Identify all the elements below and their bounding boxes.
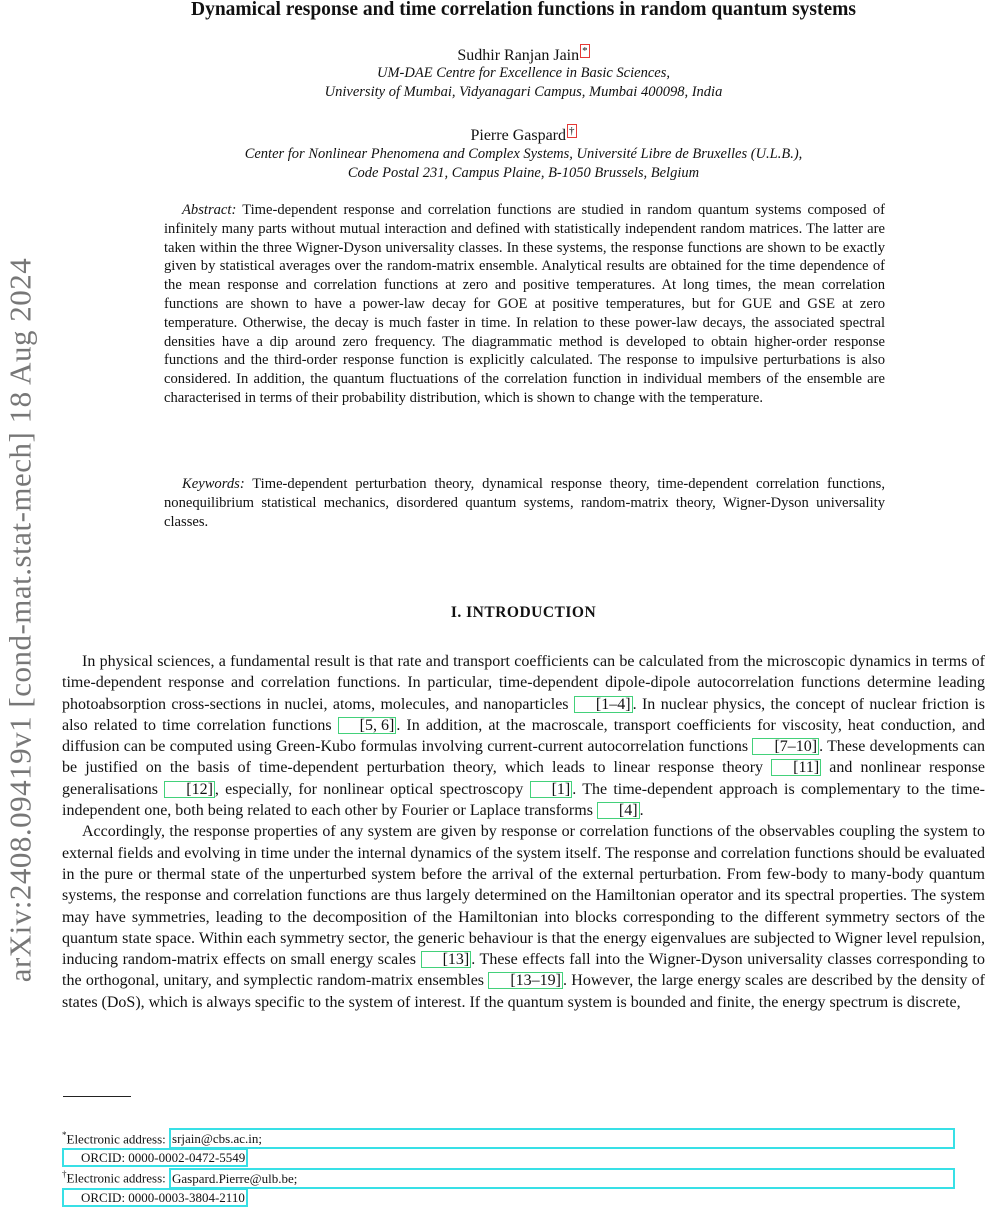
orcid-text: ORCID: 0000-0003-3804-2110 (81, 1189, 245, 1205)
paragraph-text: In physical sciences, a fundamental result is that rate and transport coefficients can be calculated from the microscopic dynamics in terms of time-dependent response and correlation functions. In particular, time-dependent dipole-dipole autocorrelation functions determine leading photoabsorption cross-sections in nuclei, atoms, molecules, and nanoparticles (62, 653, 985, 713)
author-2-footnote-link[interactable]: † (569, 125, 575, 137)
introduction-body (62, 651, 985, 1013)
paragraph-text: . In addition, at the macroscale, transport coefficients for viscosity, heat conduction, and diffusion can be computed using Green-Kubo formulas involving current-current autocorrelation functions (62, 716, 985, 756)
paragraph-text: Accordingly, the response properties of any system are given by response or correlation functions of the observables coupling the system to external fields and evolving in time under the internal dynamics of the system itself. The response and correlation functions should be evaluated in the pure or thermal state of the unperturbed system before the arrival of the external perturbation. From few-body to many-body quantum systems, the response and correlation functions are thus largely determined on the Hamiltonian operator and its spectral properties. The system may have symmetries, leading to the decomposition of the Hamiltonian into blocks corresponding to the different symmetry sectors of the quantum state space. Within each symmetry sector, the generic behaviour is that the energy eigenvalues are subjected to Wigner level repulsion, inducing random-matrix effects on small energy scales (62, 823, 985, 969)
affiliation-line: Code Postal 231, Campus Plaine, B-1050 Brussels, Belgium (347, 165, 700, 181)
author-1-name: Sudhir Ranjan Jain (457, 47, 580, 64)
author-1-footnote-link[interactable]: * (582, 45, 588, 57)
citation-link[interactable]: [1] (530, 781, 573, 798)
abstract-text: Time-dependent response and correlation functions are studied in random quantum systems composed of infinitely many parts without mutual interaction and defined with statistically independent random matrices. The latter are taken within the three Wigner-Dyson universality classes. In these systems, the response functions are shown to be exactly given by statistical averages over the random-matrix ensemble. Analytical results are obtained for the time dependence of the mean response and correlation functions at zero and positive temperatures. At long times, the mean correlation functions are shown to have a power-law decay for GOE at positive temperatures, but for GUE and GSE at zero temperature. Otherwise, the decay is much faster in time. In relation to these power-law decays, the associated spectral densities have a dip around zero frequency. The diagrammatic method is developed to obtain higher-order response functions and the third-order response function is explicitly calculated. The response to impulsive perturbations is also considered. In addition, the quantum fluctuations of the correlation function in individual members of the ensemble are characterised in terms of their probability distribution, which is shown to change with the temperature. (164, 202, 886, 406)
author-1-affiliation (60, 64, 987, 102)
paragraph-text: . In nuclear physics, the concept of nuclear friction is also related to time correlation functions (62, 695, 985, 734)
footnote-1 (62, 1127, 985, 1149)
citation-link[interactable]: [13] (421, 951, 472, 968)
affiliation-line: University of Mumbai, Vidyanagari Campus, Mumbai 400098, India (324, 84, 723, 100)
paragraph-text: , especially, for nonlinear optical spectroscopy (214, 780, 530, 798)
paragraph-text: and nonlinear response generalisations (62, 759, 985, 798)
keywords (164, 475, 885, 531)
orcid-link[interactable] (62, 1188, 248, 1207)
paragraph-text: . These developments can be justified on the basis of time-dependent perturbation theory, which leads to linear response theory (62, 738, 986, 777)
author-2-name: Pierre Gaspard (470, 127, 566, 144)
paragraph (62, 651, 985, 821)
footnote-1-orcid (62, 1149, 985, 1166)
arxiv-stamp-text: arXiv:2408.09419v1 [cond-mat.stat-mech] 18 Aug 2024 (2, 257, 37, 983)
arxiv-stamp (0, 200, 40, 1040)
footnotes (62, 1127, 985, 1206)
footnote-rule (63, 1096, 131, 1097)
citation-link[interactable]: [7–10] (752, 738, 819, 755)
citation-link[interactable]: [13–19] (488, 972, 563, 989)
author-2-affiliation (60, 145, 987, 183)
affiliation-line: Center for Nonlinear Phenomena and Complex Systems, Université Libre de Bruxelles (U.L.B.), (244, 146, 803, 162)
citation-link[interactable]: [1–4] (574, 696, 633, 713)
abstract (164, 201, 885, 408)
email-link[interactable]: Gaspard.Pierre@ulb.be; (169, 1168, 955, 1189)
paper-title: Dynamical response and time correlation functions in random quantum systems (190, 0, 857, 20)
email-link[interactable]: srjain@cbs.ac.in; (169, 1128, 955, 1149)
citation-link[interactable]: [11] (771, 759, 821, 776)
citation-link[interactable]: [4] (597, 802, 640, 819)
paragraph-text: . However, the large energy scales are described by the density of states (DoS), which is always specific to the system of interest. If the quantum system is bounded and finite, the energy spectrum is discrete, (62, 972, 985, 1011)
section-heading: I. INTRODUCTION (450, 604, 597, 621)
keywords-label: Keywords: (182, 476, 245, 492)
footnote-label: Electronic address: (66, 1131, 170, 1147)
footnote-2-orcid (62, 1189, 985, 1206)
orcid-text: ORCID: 0000-0002-0472-5549 (81, 1150, 246, 1166)
citation-link[interactable]: [12] (164, 781, 215, 798)
footnote-mark: † (62, 1169, 67, 1180)
footnote-2 (62, 1166, 985, 1188)
author-2 (60, 124, 987, 145)
citation-link[interactable]: [5, 6] (338, 717, 397, 734)
paragraph-text: . The time-dependent approach is complementary to the time-independent one, both being related to each other by Fourier or Laplace transforms (62, 780, 986, 820)
author-1 (60, 44, 987, 65)
paragraph (62, 821, 985, 1013)
orcid-link[interactable] (62, 1148, 248, 1167)
affiliation-line: UM-DAE Centre for Excellence in Basic Sciences, (377, 65, 670, 81)
abstract-label: Abstract: (182, 202, 237, 218)
paragraph-text: . (639, 802, 644, 820)
keywords-text: Time-dependent perturbation theory, dynamical response theory, time-dependent correlation functions, nonequilibrium statistical mechanics, disordered quantum systems, random-matrix theory, Wigner-Dyson universality classes. (164, 476, 885, 530)
footnote-label: Electronic address: (66, 1170, 170, 1186)
paragraph-text: . These effects fall into the Wigner-Dyson universality classes corresponding to the orthogonal, unitary, and symplectic random-matrix ensembles (62, 951, 986, 990)
footnote-mark: * (62, 1130, 67, 1140)
